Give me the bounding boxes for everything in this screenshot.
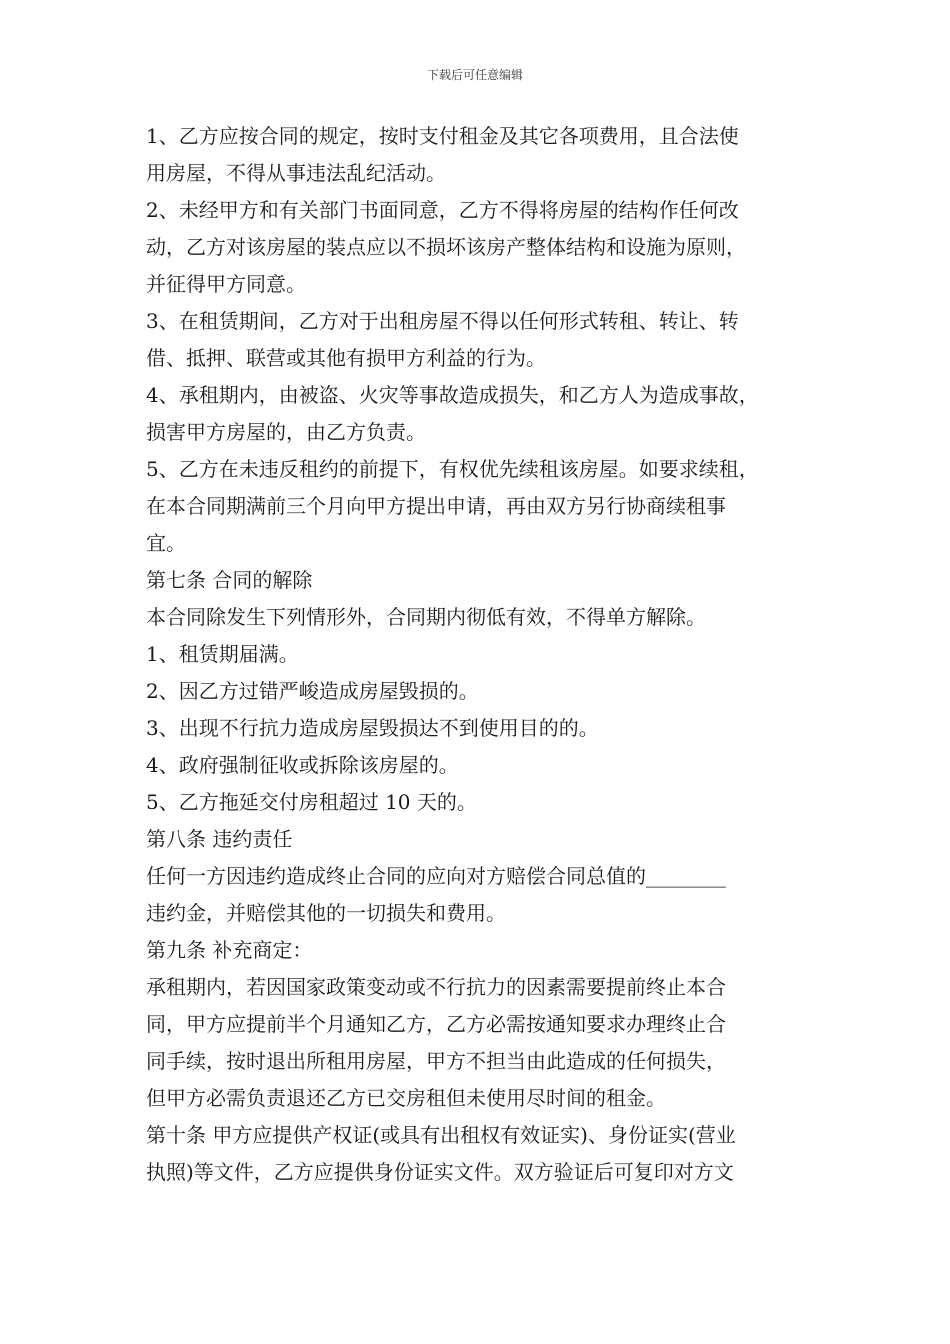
text-line: 但甲方必需负责退还乙方已交房租但未使用尽时间的租金。 <box>146 1086 666 1110</box>
page-header: 下载后可任意编辑 <box>426 68 523 82</box>
text-line: 3、出现不行抗力造成房屋毁损达不到使用目的的。 <box>146 716 599 740</box>
document-body <box>146 118 826 1191</box>
text-line: 承租期内，若因国家政策变动或不行抗力的因素需要提前终止本合 <box>146 975 726 999</box>
text-line: 执照)等文件，乙方应提供身份证实文件。双方验证后可复印对方文 <box>146 1160 734 1184</box>
text-line: 同，甲方应提前半个月通知乙方，乙方必需按通知要求办理终止合 <box>146 1012 726 1036</box>
text-line: 2、未经甲方和有关部门书面同意，乙方不得将房屋的结构作任何改 <box>146 198 739 222</box>
text-line: 1、乙方应按合同的规定，按时支付租金及其它各项费用，且合法使 <box>146 124 739 148</box>
text-line: 违约金，并赔偿其他的一切损失和费用。 <box>146 901 506 925</box>
text-line: 本合同除发生下列情形外，合同期内彻低有效，不得单方解除。 <box>146 605 706 629</box>
text-line: 5、乙方拖延交付房租超过 10 天的。 <box>146 790 477 814</box>
text-line: 2、因乙方过错严峻造成房屋毁损的。 <box>146 679 479 703</box>
section-heading: 第九条 补充商定： <box>146 938 313 962</box>
text-line: 动，乙方对该房屋的装点应以不损坏该房产整体结构和设施为原则， <box>146 235 746 259</box>
text-line: 3、在租赁期间，乙方对于出租房屋不得以任何形式转租、转让、转 <box>146 309 739 333</box>
text-line: 第十条 甲方应提供产权证(或具有出租权有效证实)、身份证实(营业 <box>146 1123 736 1147</box>
text-line: 用房屋，不得从事违法乱纪活动。 <box>146 161 446 185</box>
text-line: 4、承租期内，由被盗、火灾等事故造成损失，和乙方人为造成事故， <box>146 383 759 407</box>
text-line: 同手续，按时退出所租用房屋，甲方不担当由此造成的任何损失， <box>146 1049 726 1073</box>
text-line: 4、政府强制征收或拆除该房屋的。 <box>146 753 459 777</box>
section-heading: 第七条 合同的解除 <box>146 568 313 592</box>
text-line: 任何一方因违约造成终止合同的应向对方赔偿合同总值的________ <box>146 864 726 888</box>
text-line: 在本合同期满前三个月向甲方提出申请，再由双方另行协商续租事 <box>146 494 726 518</box>
text-line: 5、乙方在未违反租约的前提下，有权优先续租该房屋。如要求续租， <box>146 457 759 481</box>
text-line: 并征得甲方同意。 <box>146 272 306 296</box>
text-line: 借、抵押、联营或其他有损甲方利益的行为。 <box>146 346 546 370</box>
text-line: 宜。 <box>146 531 186 555</box>
section-heading: 第八条 违约责任 <box>146 827 293 851</box>
text-line: 1、租赁期届满。 <box>146 642 299 666</box>
text-line: 损害甲方房屋的，由乙方负责。 <box>146 420 426 444</box>
